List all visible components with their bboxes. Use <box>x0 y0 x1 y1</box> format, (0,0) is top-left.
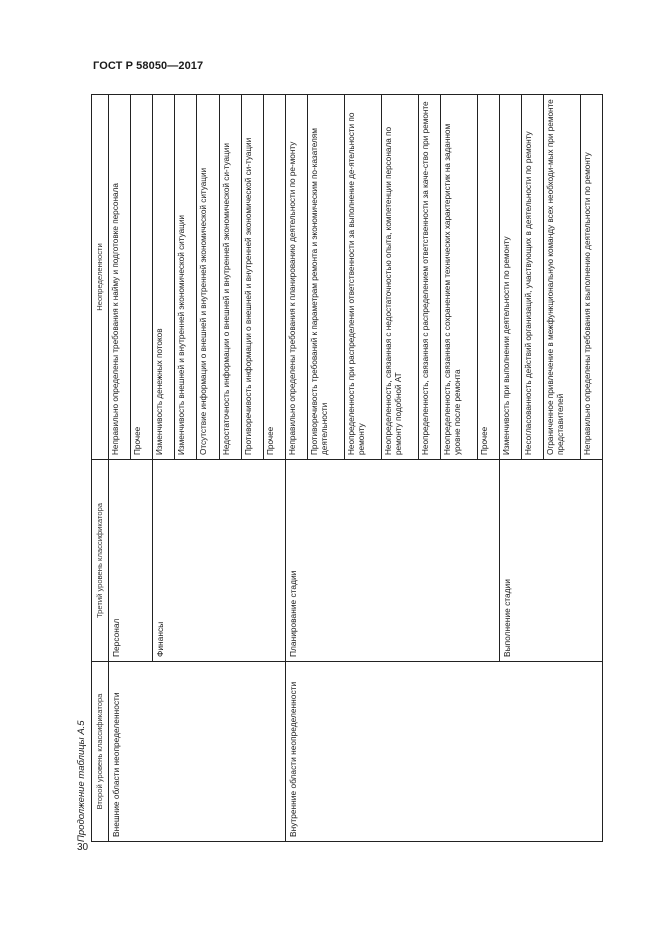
uncertainty-cell: Отсутствие информации о внешней и внутренней экономической ситуации <box>197 95 219 460</box>
uncertainty-cell: Неправильно определены требования к планированию деятельности по ре-монту <box>285 95 307 460</box>
uncertainty-cell: Изменчивость внешней и внутренней экономической ситуации <box>175 95 197 460</box>
uncertainty-cell: Ограниченное привлечение в межфункциональную команду всех необходи-мых при ремонте представителей <box>543 95 580 460</box>
level3-cell-finance: Финансы <box>153 460 286 662</box>
uncertainty-cell: Неопределенность, связанная с сохранением технических характеристик на заданном уровне после ремонта <box>440 95 477 460</box>
level2-cell-external: Внешние области неопределенности <box>109 662 286 842</box>
level3-cell-personnel: Персонал <box>109 460 153 662</box>
standard-title: ГОСТ Р 58050—2017 <box>93 60 204 72</box>
uncertainty-cell: Недостаточность информации о внешней и внутренней экономической си-туации <box>219 95 241 460</box>
uncertainty-cell: Несогласованность действий организаций, участвующих в деятельности по ремонту <box>521 95 543 460</box>
uncertainty-cell: Изменчивость денежных потоков <box>153 95 175 460</box>
uncertainty-cell: Противоречивость информации о внешней и внутренней экономической си-туации <box>241 95 263 460</box>
uncertainty-cell: Неопределенность, связанная с распределением ответственности за каче-ство при ремонте <box>418 95 440 460</box>
page-number: 30 <box>77 842 89 853</box>
level3-cell-execution: Выполнение стадии <box>499 460 602 662</box>
uncertainty-cell: Изменчивость при выполнении деятельности по ремонту <box>499 95 521 460</box>
uncertainty-cell: Неправильно определены требования к выполнению деятельности по ремонту <box>580 95 602 460</box>
header-level3: Третий уровень классификатора <box>92 460 109 662</box>
uncertainty-cell: Прочее <box>263 95 285 460</box>
uncertainty-cell: Противоречивость требований к параметрам ремонта и экономическим по-казателям деятельности <box>307 95 344 460</box>
classifier-table <box>91 94 603 842</box>
rotated-table-area <box>76 82 606 842</box>
uncertainty-cell: Неправильно определены требования к найму и подготовке персонала <box>109 95 131 460</box>
level2-cell-internal: Внутренние области неопределенности <box>285 662 602 842</box>
table-row <box>285 95 307 842</box>
uncertainty-cell: Прочее <box>131 95 153 460</box>
table-caption: Продолжение таблицы А.5 <box>76 720 87 842</box>
table-header-row <box>92 95 109 842</box>
uncertainty-cell: Прочее <box>477 95 499 460</box>
header-level2: Второй уровень классификатора <box>92 662 109 842</box>
uncertainty-cell: Неопределенность, связанная с недостаточностью опыта, компетенции персонала по ремонту подобной АТ <box>381 95 418 460</box>
table-row <box>109 95 131 842</box>
level3-cell-planning: Планирование стадии <box>285 460 499 662</box>
header-uncertainty: Неопределенности <box>92 95 109 460</box>
uncertainty-cell: Неопределенность при распределении ответственности за выполнение де-ятельности по ремонту <box>344 95 381 460</box>
